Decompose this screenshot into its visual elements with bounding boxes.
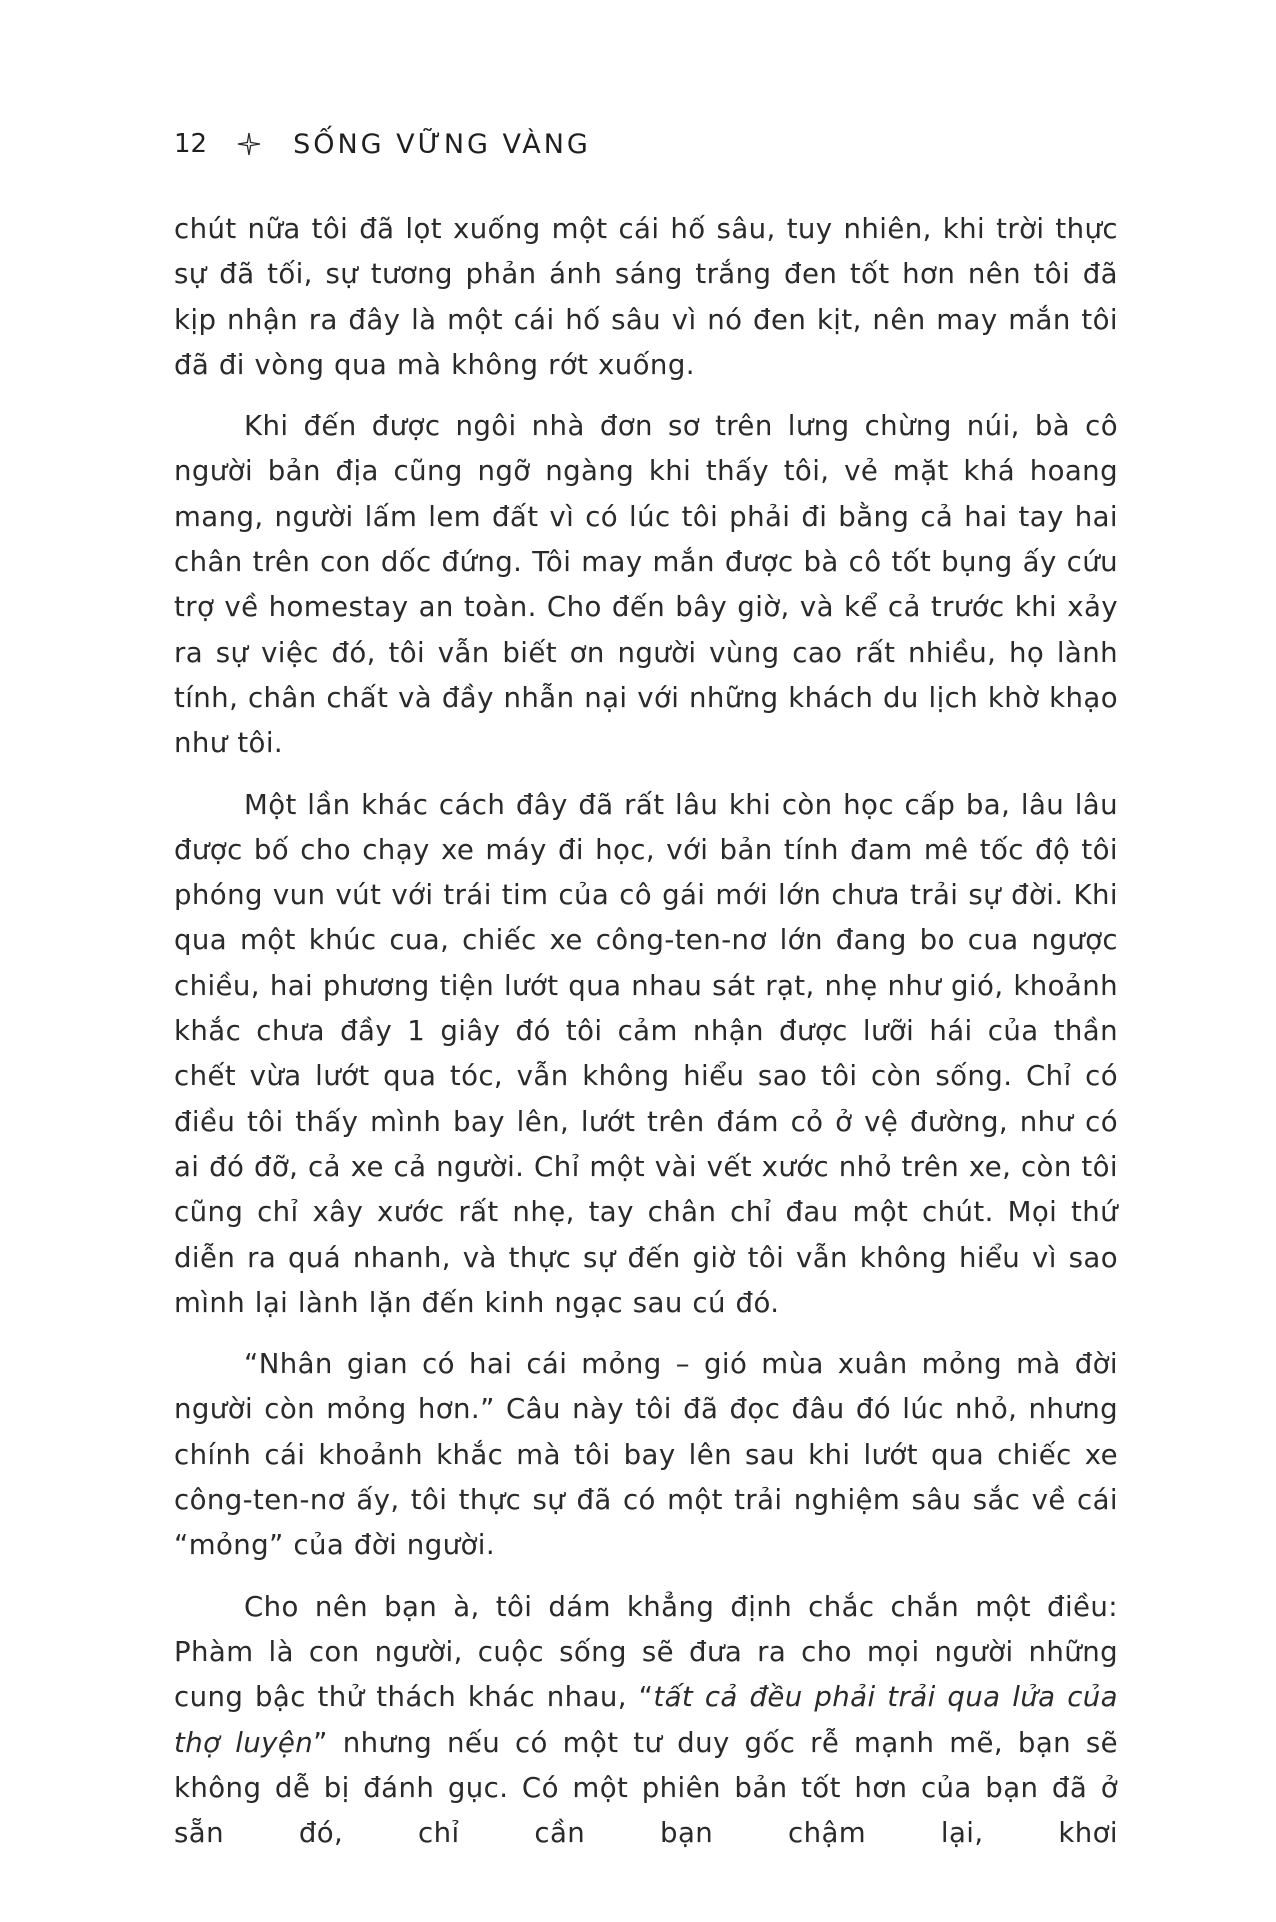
paragraph-2: Khi đến được ngôi nhà đơn sơ trên lưng chừng núi, bà cô người bản địa cũng ngỡ ngàng khi thấy tôi, vẻ mặt khá hoang mang, người lấm lem đất vì có lúc tôi phải đi bằng cả hai tay hai chân trên con dốc đứng. Tôi may mắn được bà cô tốt bụng ấy cứu trợ về homestay an toàn. Cho đến bây giờ, và kể cả trước khi xảy ra sự việc đó, tôi vẫn biết ơn người vùng cao rất nhiều, họ lành tính, chân chất và đầy nhẫn nại với những khách du lịch khờ khạo như tôi.	[174, 409, 1118, 760]
paragraph-4: “Nhân gian có hai cái mỏng – gió mùa xuân mỏng mà đời người còn mỏng hơn.” Câu này tôi đã đọc đâu đó lúc nhỏ, nhưng chính cái khoảnh khắc mà tôi bay lên sau khi lướt qua chiếc xe công-ten-nơ ấy, tôi thực sự đã có một trải nghiệm sâu sắc về cái “mỏng” của đời người.	[174, 1347, 1118, 1562]
page-number: 12	[174, 129, 208, 159]
running-header	[174, 124, 591, 164]
book-title: SỐNG VỮNG VÀNG	[293, 128, 591, 160]
four-point-star-icon-svg	[237, 132, 261, 156]
paragraph-5-after: ” nhưng nếu có một tư duy gốc rễ mạnh mẽ, bạn sẽ không dễ bị đánh gục. Có một phiên bản tốt hơn của bạn đã ở sẵn đó, chỉ cần bạn chậm lại, khơi	[174, 1725, 1118, 1850]
four-point-star-icon	[237, 132, 261, 156]
paragraph-5-italic-quote: tất cả đều phải trải qua lửa của thợ luyện	[174, 1680, 1118, 1759]
paragraph-3: Một lần khác cách đây đã rất lâu khi còn học cấp ba, lâu lâu được bố cho chạy xe máy đi học, với bản tính đam mê tốc độ tôi phóng vun vút với trái tim của cô gái mới lớn chưa trải sự đời. Khi qua một khúc cua, chiếc xe công-ten-nơ lớn đang bo cua ngược chiều, hai phương tiện lướt qua nhau sát rạt, nhẹ như gió, khoảnh khắc chưa đầy 1 giây đó tôi cảm nhận được lưỡi hái của thần chết vừa lướt qua tóc, vẫn không hiểu sao tôi còn sống. Chỉ có điều tôi thấy mình bay lên, lướt trên đám cỏ ở vệ đường, như có ai đó đỡ, cả xe cả người. Chỉ một vài vết xước nhỏ trên xe, còn tôi cũng chỉ xây xước rất nhẹ, tay chân chỉ đau một chút. Mọi thứ diễn ra quá nhanh, và thực sự đến giờ tôi vẫn không hiểu vì sao mình lại lành lặn đến kinh ngạc sau cú đó.	[174, 787, 1118, 1319]
paragraph-5-before: Cho nên bạn à, tôi dám khẳng định chắc chắn một điều: Phàm là con người, cuộc sống sẽ đưa ra cho mọi người những cung bậc thử thách khác nhau, “	[174, 1589, 1118, 1714]
paragraph-5	[174, 1584, 1118, 1856]
body-text	[174, 206, 1118, 1855]
paragraph-1: chút nữa tôi đã lọt xuống một cái hố sâu, tuy nhiên, khi trời thực sự đã tối, sự tương phản ánh sáng trắng đen tốt hơn nên tôi đã kịp nhận ra đây là một cái hố sâu vì nó đen kịt, nên may mắn tôi đã đi vòng qua mà không rớt xuống.	[174, 212, 1118, 381]
